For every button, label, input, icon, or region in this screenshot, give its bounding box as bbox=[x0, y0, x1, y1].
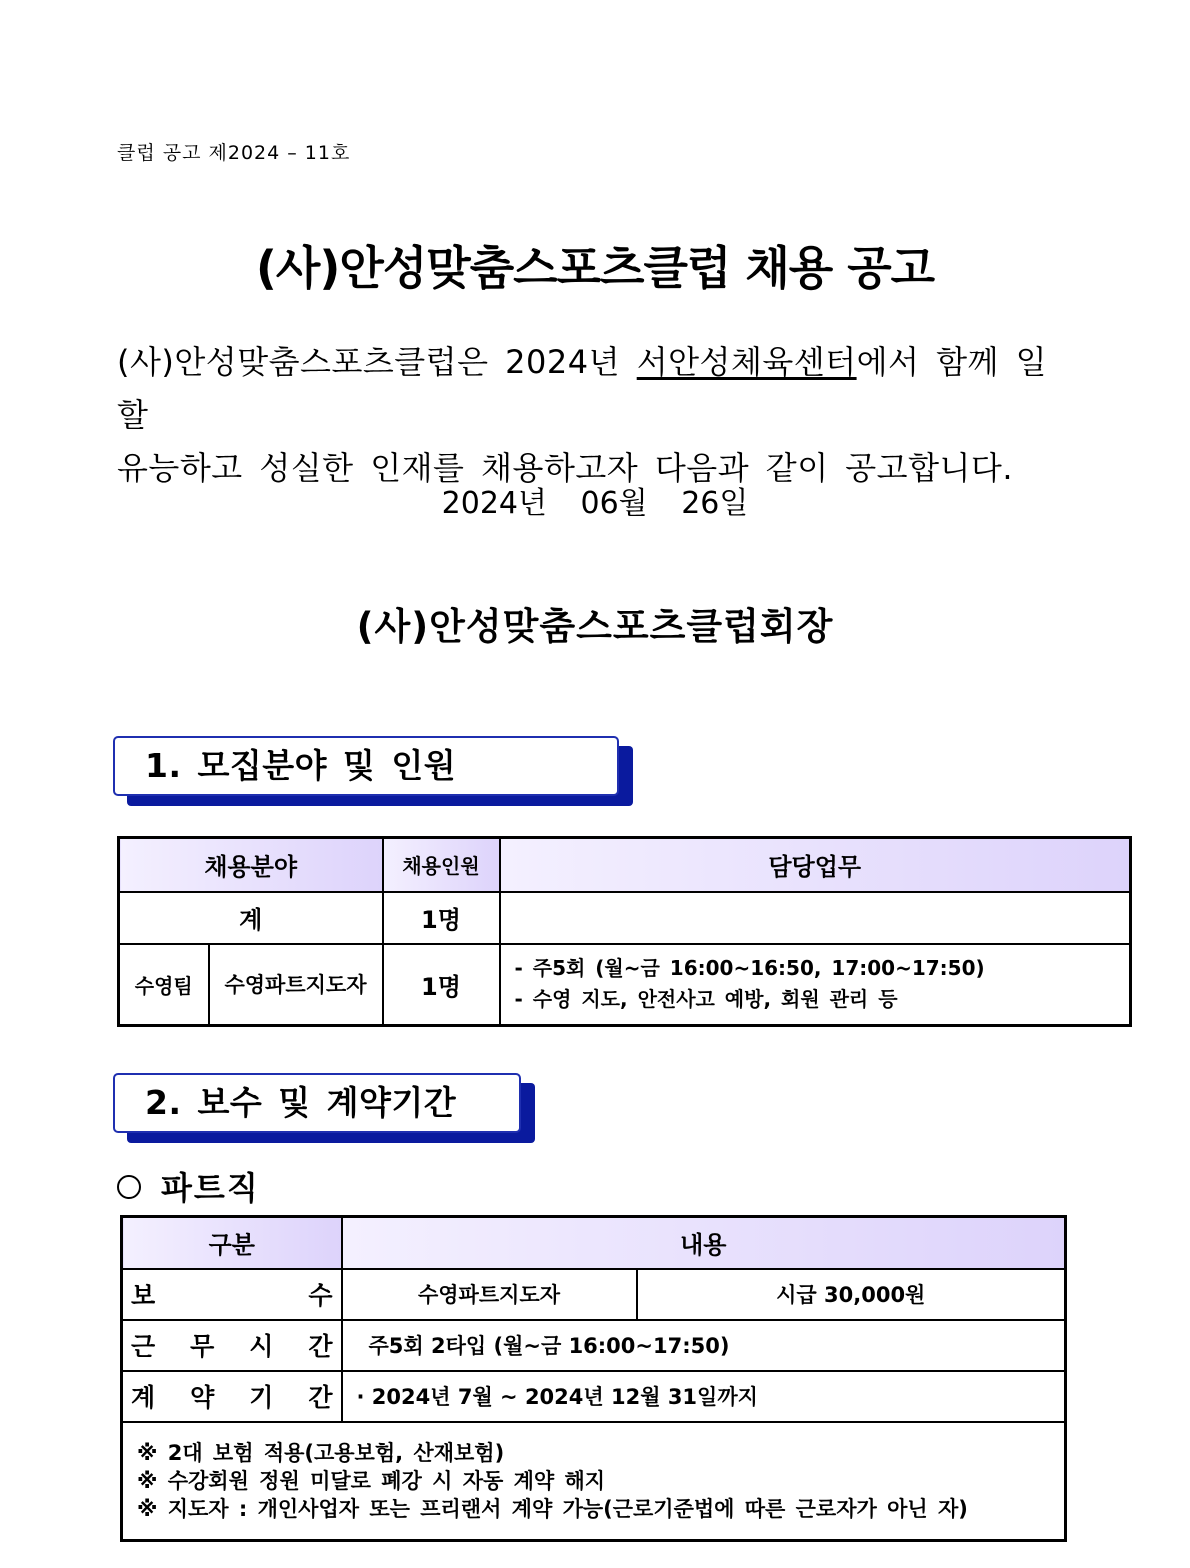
duty-line: - 주5회 (월~금 16:00~16:50, 17:00~17:50) bbox=[514, 956, 985, 981]
hours-value: 주5회 2타입 (월~금 16:00~17:50) bbox=[342, 1320, 1066, 1371]
pay-role: 수영파트지도자 bbox=[342, 1269, 637, 1320]
duty-cell bbox=[500, 944, 1131, 1026]
contract-value: · 2024년 7월 ~ 2024년 12월 31일까지 bbox=[342, 1371, 1066, 1422]
notes-row bbox=[122, 1422, 1066, 1541]
table-row bbox=[119, 944, 1131, 1026]
compensation-table bbox=[120, 1215, 1067, 1542]
compensation-header-row bbox=[122, 1217, 1066, 1269]
count-cell: 1명 bbox=[383, 944, 500, 1026]
team-cell: 수영팀 bbox=[119, 944, 209, 1026]
intro-text-1: (사)안성맞춤스포츠클럽은 2024년 bbox=[117, 343, 637, 381]
total-row bbox=[119, 892, 1131, 944]
section1-heading: 1. 모집분야 및 인원 bbox=[113, 736, 619, 796]
section2-heading-box bbox=[113, 1073, 521, 1133]
total-count: 1명 bbox=[383, 892, 500, 944]
notice-number: 클럽 공고 제2024 – 11호 bbox=[117, 142, 351, 164]
duty-line: - 수영 지도, 안전사고 예방, 회원 관리 등 bbox=[514, 987, 898, 1012]
section1-heading-box bbox=[113, 736, 619, 796]
intro-venue: 서안성체육센터 bbox=[636, 343, 857, 381]
note-line: ※ 지도자 : 개인사업자 또는 프리랜서 계약 가능(근로기준법에 따른 근로자가 아닌 자) bbox=[137, 1496, 968, 1521]
total-duty bbox=[500, 892, 1131, 944]
recruitment-header-row bbox=[119, 838, 1131, 892]
header-duty: 담당업무 bbox=[500, 838, 1131, 892]
part-time-label bbox=[117, 1163, 260, 1209]
intro-text-2: 에서 함께 일할 bbox=[117, 343, 1047, 434]
pay-label: 보 수 bbox=[122, 1269, 342, 1320]
recruitment-table bbox=[117, 836, 1132, 1027]
header-content: 내용 bbox=[342, 1217, 1066, 1269]
note-line: ※ 수강회원 정원 미달로 폐강 시 자동 계약 해지 bbox=[137, 1468, 606, 1493]
section2-heading: 2. 보수 및 계약기간 bbox=[113, 1073, 521, 1133]
circle-bullet-icon bbox=[117, 1175, 141, 1199]
notes-cell bbox=[122, 1422, 1066, 1541]
page-title: (사)안성맞춤스포츠클럽 채용 공고 bbox=[255, 241, 935, 295]
intro-text-3: 유능하고 성실한 인재를 채용하고자 다음과 같이 공고합니다. bbox=[117, 449, 1014, 487]
pay-amount: 시급 30,000원 bbox=[637, 1269, 1066, 1320]
contract-label: 계 약 기 간 bbox=[122, 1371, 342, 1422]
note-line: ※ 2대 보험 적용(고용보험, 산재보험) bbox=[137, 1440, 505, 1465]
intro-paragraph bbox=[117, 336, 1077, 495]
header-field: 채용분야 bbox=[119, 838, 383, 892]
part-time-text: 파트직 bbox=[161, 1169, 260, 1207]
header-category: 구분 bbox=[122, 1217, 342, 1269]
contract-row bbox=[122, 1371, 1066, 1422]
total-label: 계 bbox=[119, 892, 383, 944]
hours-label: 근 무 시 간 bbox=[122, 1320, 342, 1371]
hours-row bbox=[122, 1320, 1066, 1371]
header-count: 채용인원 bbox=[383, 838, 500, 892]
announcement-date: 2024년 06월 26일 bbox=[441, 486, 749, 521]
organization-name: (사)안성맞춤스포츠클럽회장 bbox=[356, 605, 834, 648]
pay-row bbox=[122, 1269, 1066, 1320]
field-cell: 수영파트지도자 bbox=[209, 944, 383, 1026]
